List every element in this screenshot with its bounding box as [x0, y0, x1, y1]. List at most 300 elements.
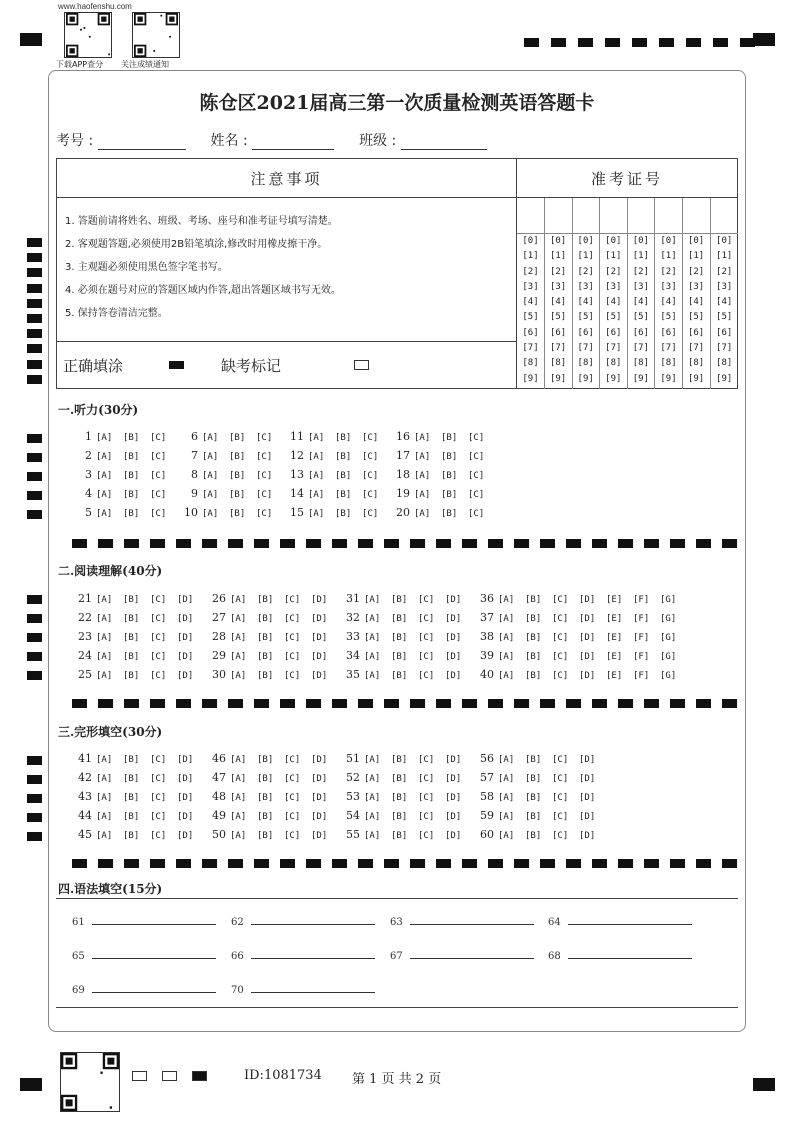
answer-bubble[interactable]: [C]	[362, 452, 379, 462]
exam-no-field[interactable]	[98, 149, 186, 150]
answer-bubble[interactable]: [C]	[418, 652, 435, 662]
id-digit-bubble[interactable]: [1]	[577, 251, 594, 262]
answer-bubble[interactable]: [A]	[364, 614, 381, 624]
answer-bubble[interactable]: [B]	[525, 595, 542, 605]
id-digit-write-box[interactable]	[683, 198, 710, 234]
answer-bubble[interactable]: [D]	[311, 831, 328, 841]
answer-bubble[interactable]: [B]	[229, 471, 246, 481]
id-digit-bubble[interactable]: [8]	[660, 358, 677, 369]
answer-bubble[interactable]: [C]	[468, 452, 485, 462]
answer-bubble[interactable]: [B]	[123, 793, 140, 803]
id-digit-write-box[interactable]	[627, 198, 654, 234]
id-digit-write-box[interactable]	[572, 198, 599, 234]
id-digit-bubble[interactable]: [0]	[687, 236, 705, 246]
answer-bubble[interactable]: [A]	[230, 755, 247, 765]
grammar-answer-line[interactable]	[251, 958, 375, 959]
answer-bubble[interactable]: [D]	[445, 652, 462, 662]
id-digit-bubble[interactable]: [4]	[660, 297, 677, 308]
answer-bubble[interactable]: [A]	[498, 812, 515, 822]
answer-bubble[interactable]: [C]	[552, 633, 569, 643]
id-digit-bubble[interactable]: [8]	[687, 358, 705, 369]
answer-bubble[interactable]: [B]	[123, 671, 140, 681]
answer-bubble[interactable]: [C]	[150, 793, 167, 803]
answer-bubble[interactable]: [A]	[230, 671, 247, 681]
id-digit-bubble[interactable]: [2]	[577, 266, 594, 277]
id-digit-bubble[interactable]: [7]	[660, 343, 677, 354]
answer-bubble[interactable]: [A]	[308, 471, 325, 481]
id-digit-bubble[interactable]: [3]	[605, 281, 622, 292]
id-digit-bubble[interactable]: [3]	[549, 281, 567, 292]
answer-bubble[interactable]: [B]	[123, 614, 140, 624]
id-digit-bubble[interactable]: [6]	[605, 327, 622, 338]
answer-bubble[interactable]: [D]	[579, 793, 596, 803]
answer-bubble[interactable]: [B]	[257, 614, 274, 624]
answer-bubble[interactable]: [A]	[230, 633, 247, 643]
answer-bubble[interactable]: [A]	[96, 633, 113, 643]
answer-bubble[interactable]: [A]	[230, 812, 247, 822]
id-digit-bubble[interactable]: [8]	[522, 358, 539, 369]
answer-bubble[interactable]: [B]	[257, 595, 274, 605]
id-digit-bubble[interactable]: [3]	[716, 281, 733, 292]
answer-bubble[interactable]: [C]	[468, 471, 485, 481]
answer-bubble[interactable]: [D]	[311, 633, 328, 643]
answer-bubble[interactable]: [B]	[257, 652, 274, 662]
answer-bubble[interactable]: [B]	[257, 633, 274, 643]
answer-bubble[interactable]: [C]	[150, 509, 167, 519]
id-digit-write-box[interactable]	[517, 198, 544, 234]
answer-bubble[interactable]: [C]	[150, 471, 167, 481]
answer-bubble[interactable]: [A]	[364, 812, 381, 822]
answer-bubble[interactable]: [A]	[414, 433, 431, 443]
answer-bubble[interactable]: [B]	[123, 831, 140, 841]
answer-bubble[interactable]: [C]	[468, 490, 485, 500]
answer-bubble[interactable]: [C]	[256, 471, 273, 481]
answer-bubble[interactable]: [B]	[123, 633, 140, 643]
id-digit-write-box[interactable]	[600, 198, 627, 234]
answer-bubble[interactable]: [C]	[418, 774, 435, 784]
answer-bubble[interactable]: [E]	[606, 652, 623, 662]
answer-bubble[interactable]: [B]	[525, 812, 542, 822]
answer-bubble[interactable]: [D]	[445, 633, 462, 643]
answer-bubble[interactable]: [D]	[579, 831, 596, 841]
answer-bubble[interactable]: [C]	[552, 831, 569, 841]
answer-bubble[interactable]: [C]	[284, 633, 301, 643]
answer-bubble[interactable]: [B]	[335, 433, 352, 443]
answer-bubble[interactable]: [B]	[123, 812, 140, 822]
answer-bubble[interactable]: [A]	[308, 433, 325, 443]
answer-bubble[interactable]: [C]	[418, 671, 435, 681]
answer-bubble[interactable]: [D]	[445, 793, 462, 803]
id-digit-bubble[interactable]: [4]	[716, 297, 733, 308]
answer-bubble[interactable]: [B]	[335, 490, 352, 500]
answer-bubble[interactable]: [A]	[96, 671, 113, 681]
id-digit-bubble[interactable]: [9]	[577, 373, 594, 384]
answer-bubble[interactable]: [A]	[498, 671, 515, 681]
answer-bubble[interactable]: [D]	[177, 774, 194, 784]
answer-bubble[interactable]: [B]	[123, 509, 140, 519]
answer-bubble[interactable]: [C]	[418, 831, 435, 841]
class-field[interactable]	[401, 149, 487, 150]
answer-bubble[interactable]: [C]	[150, 595, 167, 605]
answer-bubble[interactable]: [C]	[150, 755, 167, 765]
id-digit-bubble[interactable]: [9]	[522, 373, 539, 384]
answer-bubble[interactable]: [B]	[229, 452, 246, 462]
answer-bubble[interactable]: [A]	[364, 652, 381, 662]
answer-bubble[interactable]: [A]	[364, 671, 381, 681]
id-digit-bubble[interactable]: [4]	[632, 297, 650, 308]
answer-bubble[interactable]: [G]	[660, 614, 677, 624]
id-digit-bubble[interactable]: [0]	[660, 236, 677, 246]
answer-bubble[interactable]: [B]	[229, 433, 246, 443]
id-digit-bubble[interactable]: [6]	[687, 327, 705, 338]
answer-bubble[interactable]: [B]	[525, 633, 542, 643]
id-digit-bubble[interactable]: [8]	[605, 358, 622, 369]
answer-bubble[interactable]: [D]	[579, 633, 596, 643]
answer-bubble[interactable]: [A]	[414, 471, 431, 481]
answer-bubble[interactable]: [A]	[230, 831, 247, 841]
answer-bubble[interactable]: [A]	[498, 595, 515, 605]
answer-bubble[interactable]: [A]	[96, 433, 113, 443]
id-digit-bubble[interactable]: [0]	[632, 236, 650, 246]
answer-bubble[interactable]: [C]	[256, 490, 273, 500]
answer-bubble[interactable]: [C]	[284, 774, 301, 784]
answer-bubble[interactable]: [C]	[284, 614, 301, 624]
answer-bubble[interactable]: [C]	[150, 452, 167, 462]
answer-bubble[interactable]: [B]	[525, 774, 542, 784]
answer-bubble[interactable]: [A]	[364, 831, 381, 841]
id-digit-bubble[interactable]: [4]	[522, 297, 539, 308]
answer-bubble[interactable]: [B]	[257, 774, 274, 784]
id-digit-bubble[interactable]: [2]	[605, 266, 622, 277]
id-digit-bubble[interactable]: [1]	[549, 251, 567, 262]
id-digit-bubble[interactable]: [0]	[605, 236, 622, 246]
id-digit-bubble[interactable]: [5]	[605, 312, 622, 323]
answer-bubble[interactable]: [B]	[525, 671, 542, 681]
answer-bubble[interactable]: [F]	[633, 652, 650, 662]
answer-bubble[interactable]: [C]	[362, 509, 379, 519]
answer-bubble[interactable]: [A]	[308, 509, 325, 519]
answer-bubble[interactable]: [B]	[123, 774, 140, 784]
id-digit-bubble[interactable]: [6]	[660, 327, 677, 338]
answer-bubble[interactable]: [B]	[391, 671, 408, 681]
answer-bubble[interactable]: [C]	[284, 652, 301, 662]
id-digit-bubble[interactable]: [7]	[716, 343, 733, 354]
answer-bubble[interactable]: [B]	[257, 793, 274, 803]
answer-bubble[interactable]: [C]	[418, 793, 435, 803]
answer-bubble[interactable]: [A]	[96, 509, 113, 519]
answer-bubble[interactable]: [A]	[230, 793, 247, 803]
id-digit-bubble[interactable]: [8]	[577, 358, 594, 369]
answer-bubble[interactable]: [F]	[633, 671, 650, 681]
id-digit-bubble[interactable]: [5]	[687, 312, 705, 323]
answer-bubble[interactable]: [A]	[364, 774, 381, 784]
answer-bubble[interactable]: [A]	[202, 490, 219, 500]
answer-bubble[interactable]: [A]	[96, 452, 113, 462]
id-digit-bubble[interactable]: [3]	[632, 281, 650, 292]
answer-bubble[interactable]: [C]	[468, 433, 485, 443]
answer-bubble[interactable]: [C]	[256, 509, 273, 519]
id-digit-bubble[interactable]: [5]	[660, 312, 677, 323]
answer-bubble[interactable]: [A]	[202, 452, 219, 462]
answer-bubble[interactable]: [A]	[498, 755, 515, 765]
id-digit-bubble[interactable]: [2]	[660, 266, 677, 277]
id-digit-bubble[interactable]: [4]	[549, 297, 567, 308]
answer-bubble[interactable]: [C]	[552, 755, 569, 765]
answer-bubble[interactable]: [B]	[525, 755, 542, 765]
id-digit-bubble[interactable]: [1]	[522, 251, 539, 262]
answer-bubble[interactable]: [D]	[445, 595, 462, 605]
id-digit-bubble[interactable]: [1]	[660, 251, 677, 262]
answer-bubble[interactable]: [C]	[150, 774, 167, 784]
answer-bubble[interactable]: [C]	[150, 831, 167, 841]
id-digit-bubble[interactable]: [0]	[716, 236, 733, 246]
grammar-answer-line[interactable]	[92, 924, 216, 925]
answer-bubble[interactable]: [C]	[468, 509, 485, 519]
grammar-answer-line[interactable]	[251, 924, 375, 925]
answer-bubble[interactable]: [B]	[123, 490, 140, 500]
answer-bubble[interactable]: [D]	[177, 595, 194, 605]
answer-bubble[interactable]: [D]	[311, 614, 328, 624]
answer-bubble[interactable]: [D]	[177, 633, 194, 643]
grammar-answer-line[interactable]	[410, 924, 534, 925]
answer-bubble[interactable]: [B]	[391, 774, 408, 784]
answer-bubble[interactable]: [B]	[257, 812, 274, 822]
answer-bubble[interactable]: [D]	[177, 831, 194, 841]
id-digit-bubble[interactable]: [7]	[549, 343, 567, 354]
answer-bubble[interactable]: [F]	[633, 633, 650, 643]
answer-bubble[interactable]: [B]	[391, 755, 408, 765]
answer-bubble[interactable]: [F]	[633, 595, 650, 605]
answer-bubble[interactable]: [A]	[202, 509, 219, 519]
id-digit-write-box[interactable]	[710, 198, 738, 234]
id-digit-bubble[interactable]: [8]	[632, 358, 650, 369]
id-digit-bubble[interactable]: [3]	[687, 281, 705, 292]
answer-bubble[interactable]: [A]	[96, 793, 113, 803]
answer-bubble[interactable]: [C]	[284, 755, 301, 765]
answer-bubble[interactable]: [B]	[391, 614, 408, 624]
answer-bubble[interactable]: [B]	[229, 509, 246, 519]
answer-bubble[interactable]: [C]	[552, 652, 569, 662]
answer-bubble[interactable]: [A]	[414, 490, 431, 500]
answer-bubble[interactable]: [D]	[177, 652, 194, 662]
answer-bubble[interactable]: [G]	[660, 595, 677, 605]
answer-bubble[interactable]: [D]	[311, 793, 328, 803]
id-digit-bubble[interactable]: [3]	[660, 281, 677, 292]
answer-bubble[interactable]: [B]	[391, 595, 408, 605]
answer-bubble[interactable]: [A]	[202, 433, 219, 443]
answer-bubble[interactable]: [D]	[177, 671, 194, 681]
id-digit-bubble[interactable]: [8]	[549, 358, 567, 369]
grammar-answer-line[interactable]	[92, 958, 216, 959]
answer-bubble[interactable]: [A]	[364, 755, 381, 765]
answer-bubble[interactable]: [D]	[445, 774, 462, 784]
id-digit-bubble[interactable]: [2]	[522, 266, 539, 277]
answer-bubble[interactable]: [B]	[123, 595, 140, 605]
answer-bubble[interactable]: [C]	[284, 671, 301, 681]
answer-bubble[interactable]: [D]	[311, 595, 328, 605]
answer-bubble[interactable]: [B]	[525, 614, 542, 624]
answer-bubble[interactable]: [D]	[445, 812, 462, 822]
answer-bubble[interactable]: [A]	[230, 652, 247, 662]
id-digit-bubble[interactable]: [6]	[577, 327, 594, 338]
answer-bubble[interactable]: [C]	[284, 793, 301, 803]
id-digit-bubble[interactable]: [5]	[549, 312, 567, 323]
answer-bubble[interactable]: [F]	[633, 614, 650, 624]
answer-bubble[interactable]: [D]	[177, 812, 194, 822]
answer-bubble[interactable]: [C]	[552, 671, 569, 681]
id-digit-bubble[interactable]: [5]	[577, 312, 594, 323]
id-digit-bubble[interactable]: [1]	[605, 251, 622, 262]
id-digit-bubble[interactable]: [3]	[577, 281, 594, 292]
answer-bubble[interactable]: [C]	[256, 433, 273, 443]
answer-bubble[interactable]: [A]	[364, 793, 381, 803]
answer-bubble[interactable]: [C]	[150, 614, 167, 624]
answer-bubble[interactable]: [A]	[202, 471, 219, 481]
answer-bubble[interactable]: [C]	[256, 452, 273, 462]
answer-bubble[interactable]: [D]	[445, 755, 462, 765]
answer-bubble[interactable]: [A]	[364, 633, 381, 643]
grammar-answer-line[interactable]	[410, 958, 534, 959]
answer-bubble[interactable]: [B]	[391, 652, 408, 662]
id-digit-bubble[interactable]: [6]	[549, 327, 567, 338]
answer-bubble[interactable]: [C]	[552, 812, 569, 822]
answer-bubble[interactable]: [E]	[606, 595, 623, 605]
answer-bubble[interactable]: [E]	[606, 671, 623, 681]
id-digit-bubble[interactable]: [0]	[549, 236, 567, 246]
grammar-answer-line[interactable]	[568, 924, 692, 925]
answer-bubble[interactable]: [B]	[525, 831, 542, 841]
id-digit-bubble[interactable]: [6]	[632, 327, 650, 338]
answer-bubble[interactable]: [D]	[177, 614, 194, 624]
answer-bubble[interactable]: [A]	[96, 812, 113, 822]
id-digit-bubble[interactable]: [3]	[522, 281, 539, 292]
answer-bubble[interactable]: [A]	[96, 755, 113, 765]
answer-bubble[interactable]: [A]	[498, 614, 515, 624]
id-digit-bubble[interactable]: [9]	[716, 373, 733, 384]
name-field[interactable]	[252, 149, 334, 150]
id-digit-bubble[interactable]: [7]	[605, 343, 622, 354]
answer-bubble[interactable]: [C]	[150, 812, 167, 822]
answer-bubble[interactable]: [B]	[525, 793, 542, 803]
id-digit-bubble[interactable]: [2]	[632, 266, 650, 277]
answer-bubble[interactable]: [D]	[579, 614, 596, 624]
answer-bubble[interactable]: [C]	[552, 774, 569, 784]
id-digit-bubble[interactable]: [5]	[632, 312, 650, 323]
answer-bubble[interactable]: [B]	[391, 793, 408, 803]
answer-bubble[interactable]: [C]	[418, 595, 435, 605]
answer-bubble[interactable]: [C]	[150, 652, 167, 662]
id-digit-bubble[interactable]: [6]	[716, 327, 733, 338]
answer-bubble[interactable]: [B]	[123, 652, 140, 662]
answer-bubble[interactable]: [A]	[414, 452, 431, 462]
answer-bubble[interactable]: [A]	[498, 774, 515, 784]
answer-bubble[interactable]: [E]	[606, 614, 623, 624]
answer-bubble[interactable]: [B]	[257, 671, 274, 681]
answer-bubble[interactable]: [A]	[96, 490, 113, 500]
id-digit-bubble[interactable]: [4]	[577, 297, 594, 308]
id-digit-write-box[interactable]	[545, 198, 572, 234]
answer-bubble[interactable]: [B]	[123, 452, 140, 462]
answer-bubble[interactable]: [B]	[335, 509, 352, 519]
answer-bubble[interactable]: [B]	[335, 452, 352, 462]
answer-bubble[interactable]: [C]	[552, 595, 569, 605]
answer-bubble[interactable]: [D]	[311, 652, 328, 662]
answer-bubble[interactable]: [B]	[123, 471, 140, 481]
id-digit-bubble[interactable]: [1]	[632, 251, 650, 262]
answer-bubble[interactable]: [A]	[96, 831, 113, 841]
id-digit-bubble[interactable]: [2]	[716, 266, 733, 277]
id-digit-bubble[interactable]: [9]	[632, 373, 650, 384]
answer-bubble[interactable]: [B]	[441, 452, 458, 462]
id-digit-bubble[interactable]: [9]	[605, 373, 622, 384]
answer-bubble[interactable]: [B]	[391, 633, 408, 643]
answer-bubble[interactable]: [C]	[150, 633, 167, 643]
answer-bubble[interactable]: [B]	[123, 433, 140, 443]
answer-bubble[interactable]: [B]	[441, 509, 458, 519]
id-digit-write-box[interactable]	[655, 198, 682, 234]
answer-bubble[interactable]: [D]	[177, 755, 194, 765]
id-digit-bubble[interactable]: [7]	[632, 343, 650, 354]
answer-bubble[interactable]: [A]	[96, 471, 113, 481]
answer-bubble[interactable]: [D]	[579, 671, 596, 681]
id-digit-bubble[interactable]: [7]	[522, 343, 539, 354]
answer-bubble[interactable]: [D]	[445, 671, 462, 681]
answer-bubble[interactable]: [A]	[230, 595, 247, 605]
answer-bubble[interactable]: [D]	[445, 614, 462, 624]
answer-bubble[interactable]: [A]	[364, 595, 381, 605]
id-digit-bubble[interactable]: [5]	[522, 312, 539, 323]
answer-bubble[interactable]: [D]	[177, 793, 194, 803]
answer-bubble[interactable]: [B]	[441, 471, 458, 481]
answer-bubble[interactable]: [C]	[418, 633, 435, 643]
answer-bubble[interactable]: [A]	[498, 831, 515, 841]
id-digit-bubble[interactable]: [1]	[716, 251, 733, 262]
answer-bubble[interactable]: [A]	[308, 490, 325, 500]
answer-bubble[interactable]: [A]	[96, 774, 113, 784]
answer-bubble[interactable]: [B]	[229, 490, 246, 500]
answer-bubble[interactable]: [A]	[308, 452, 325, 462]
answer-bubble[interactable]: [D]	[445, 831, 462, 841]
grammar-answer-line[interactable]	[568, 958, 692, 959]
answer-bubble[interactable]: [G]	[660, 652, 677, 662]
answer-bubble[interactable]: [A]	[96, 614, 113, 624]
id-digit-bubble[interactable]: [1]	[687, 251, 705, 262]
answer-bubble[interactable]: [E]	[606, 633, 623, 643]
answer-bubble[interactable]: [D]	[311, 774, 328, 784]
id-digit-bubble[interactable]: [9]	[687, 373, 705, 384]
answer-bubble[interactable]: [B]	[335, 471, 352, 481]
answer-bubble[interactable]: [D]	[579, 595, 596, 605]
answer-bubble[interactable]: [B]	[391, 812, 408, 822]
answer-bubble[interactable]: [C]	[150, 671, 167, 681]
answer-bubble[interactable]: [C]	[418, 614, 435, 624]
id-digit-bubble[interactable]: [0]	[522, 236, 539, 246]
answer-bubble[interactable]: [B]	[525, 652, 542, 662]
id-digit-bubble[interactable]: [2]	[549, 266, 567, 277]
id-digit-bubble[interactable]: [6]	[522, 327, 539, 338]
answer-bubble[interactable]: [C]	[362, 471, 379, 481]
id-digit-bubble[interactable]: [9]	[549, 373, 567, 384]
answer-bubble[interactable]: [C]	[284, 595, 301, 605]
answer-bubble[interactable]: [D]	[579, 774, 596, 784]
answer-bubble[interactable]: [B]	[257, 755, 274, 765]
answer-bubble[interactable]: [B]	[441, 433, 458, 443]
id-digit-bubble[interactable]: [8]	[716, 358, 733, 369]
answer-bubble[interactable]: [B]	[391, 831, 408, 841]
answer-bubble[interactable]: [B]	[441, 490, 458, 500]
answer-bubble[interactable]: [C]	[362, 433, 379, 443]
answer-bubble[interactable]: [A]	[498, 652, 515, 662]
